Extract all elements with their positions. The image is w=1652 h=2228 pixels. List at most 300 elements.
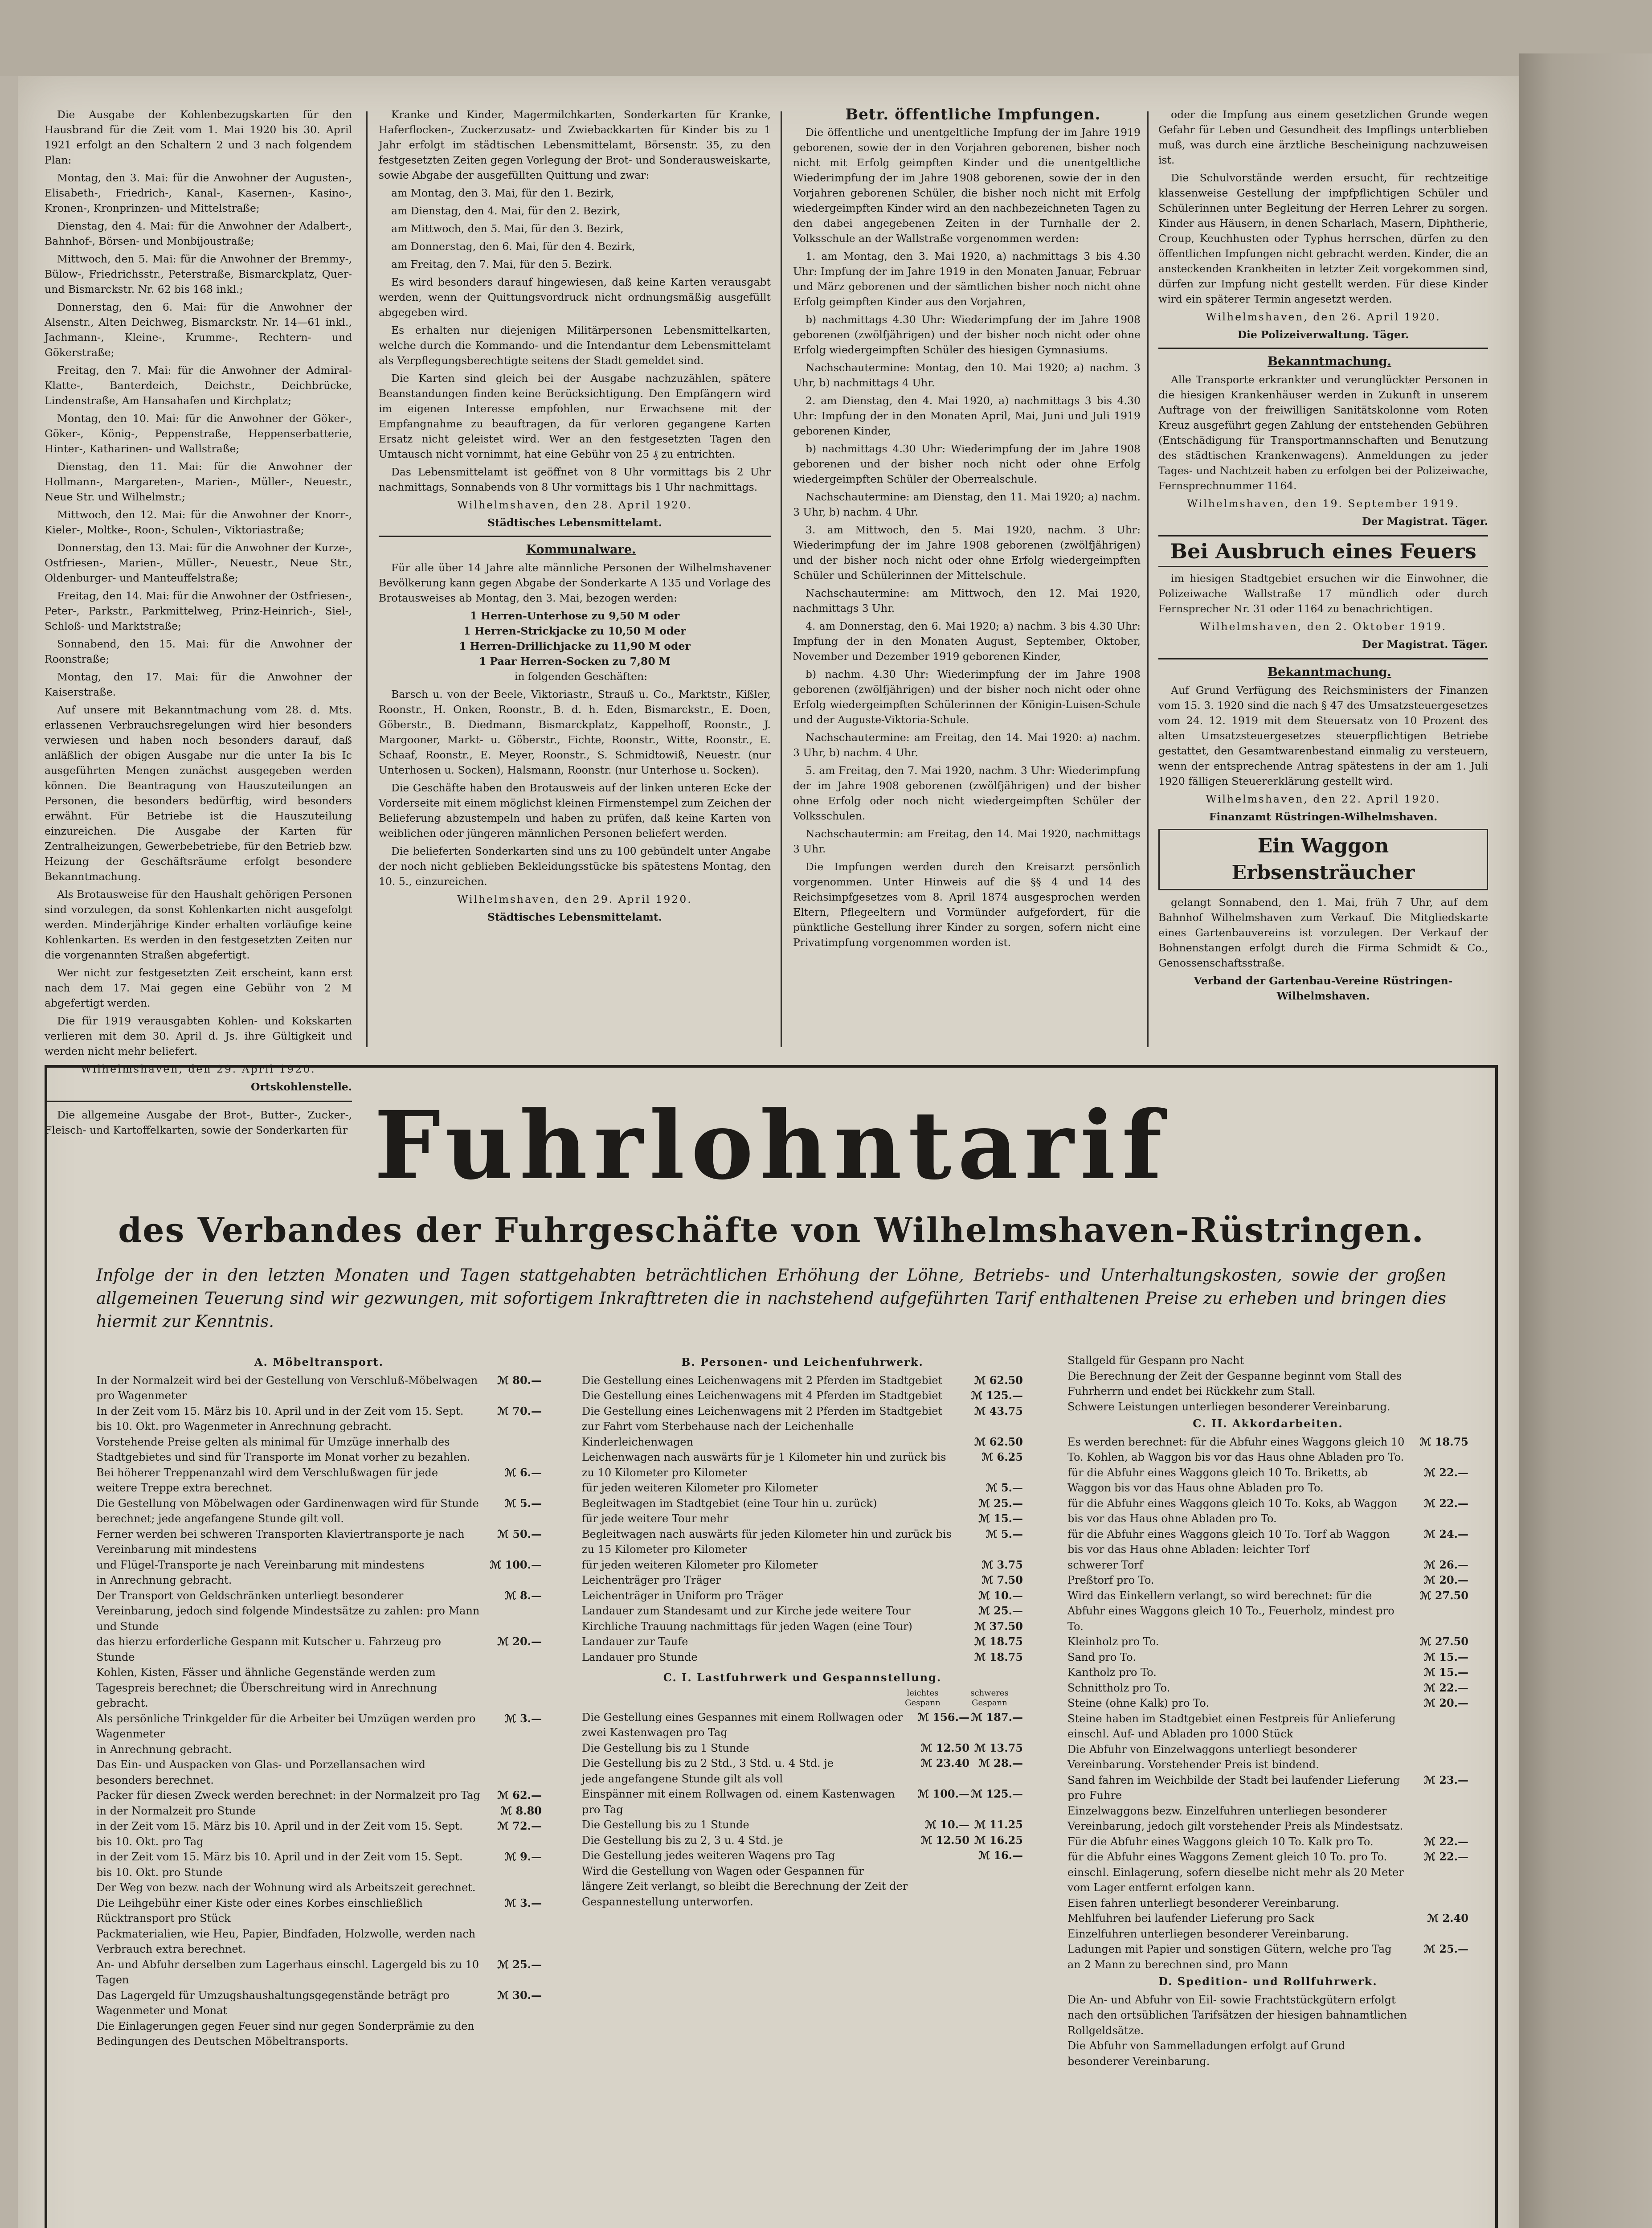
paragraph: Wer nicht zur festgesetzten Zeit erscheint, kann erst nach dem 17. Mai gegen eine Gebühr von 2 M abgefertigt werden. — [45, 967, 352, 1009]
signature: Finanzamt Rüstringen-Wilhelmshaven. — [1209, 811, 1438, 823]
tariff-item: In der Normalzeit wird bei der Gestellung von Verschluß-Möbelwagen pro Wagenmeter — [96, 1374, 478, 1402]
tariff-row — [582, 1450, 1023, 1480]
tariff-price: ℳ 7.50 — [981, 1573, 1023, 1586]
tariff-price: ℳ 72.— — [497, 1819, 542, 1832]
ad-intro: Infolge der in den letzten Monaten und Tagen stattgehabten beträchtlichen Erhöhung der Löhne, Betriebs- und Unterhaltungskosten, sowie der großen allgemeinen Teuerung sind wir gezwungen, mit sofortigem Inkrafttreten die in nachstehend aufgeführten Tarif enthaltenen Preise zu erheben und bringen dies hiermit zur Kenntnis. — [96, 1266, 1446, 1331]
tariff-row — [1067, 1849, 1468, 1865]
paragraph: 5. am Freitag, den 7. Mai 1920, nachm. 3 Uhr: Wiederimpfung der im Jahre 1908 geborenen (zwölfjährigen) und der bisher ohne Erfolg oder noch nicht wiedergeimpften Schüler der Volksschulen. — [793, 764, 1141, 822]
tariff-price: ℳ 30.— — [497, 1988, 542, 2002]
clothing-item: 1 Herren-Unterhose zu 9,50 M oder — [470, 610, 680, 622]
tariff-price: ℳ 5.— — [985, 1527, 1023, 1540]
date-line: Wilhelmshaven, den 26. April 1920. — [1206, 311, 1441, 323]
tariff-row — [582, 1634, 1023, 1650]
tariff-row — [582, 1741, 1023, 1756]
tariff-price: ℳ 20.— — [1424, 1573, 1468, 1586]
tariff-price: ℳ 5.— — [985, 1481, 1023, 1494]
date-line: Wilhelmshaven, den 29. April 1920. — [81, 1063, 316, 1075]
tariff-price: ℳ 15.— — [978, 1512, 1023, 1525]
tariff-row — [582, 1373, 1023, 1388]
scan-edge-shadow — [1519, 53, 1652, 2228]
tariff-price: ℳ 43.75 — [974, 1404, 1023, 1417]
tariff-row — [1067, 1711, 1468, 1742]
tariff-item: Der Transport von Geldschränken unterliegt besonderer Vereinbarung, jedoch sind folgende Mindestsätze zu zahlen: pro Mann und Stunde — [96, 1589, 480, 1633]
tariff-price: ℳ 26.— — [1424, 1558, 1468, 1571]
tariff-rows — [96, 1373, 542, 2049]
tariff-column-c — [1067, 1353, 1468, 2069]
tariff-price: ℳ 80.— — [497, 1373, 542, 1387]
paragraph: Sonnabend, den 15. Mai: für die Anwohner der Roonstraße; — [45, 638, 352, 665]
tariff-price: ℳ 23.40 — [920, 1757, 969, 1769]
column-divider — [781, 111, 782, 1047]
paragraph: Für alle über 14 Jahre alte männliche Personen der Wilhelmshavener Bevölkerung kann gegen Abgabe der Sonderkarte A 135 und Vorlage des Brotausweises ab Montag, den 3. Mai, bezogen werden: — [379, 561, 771, 604]
paragraph: Montag, den 17. Mai: für die Anwohner der Kaiserstraße. — [45, 671, 352, 698]
tariff-price: ℳ 3.— — [504, 1712, 542, 1725]
tariff-price: ℳ 15.— — [1424, 1666, 1468, 1679]
paragraph: Auf Grund Verfügung des Reichsministers der Finanzen vom 15. 3. 1920 sind die nach § 47 des Umsatzsteuergesetzes vom 24. 12. 1919 mit dem Steuersatz von 10 Prozent des alten Umsatzsteuergesetzes steuerpflichtigen Betriebe gestattet, den Gesamtwarenbestand einmalig zu versteuern, wenn der entsprechende Antrag spätestens in der am 1. Juli 1920 fälligen Steuererklärung gestellt wird. — [1158, 684, 1488, 787]
tariff-row — [1067, 1665, 1468, 1680]
tariff-item: schwerer Torf — [1067, 1558, 1143, 1571]
tariff-item: Vorstehende Preise gelten als minimal für Umzüge innerhalb des Stadtgebietes und sind für Transporte im Monat vorher zu bezahlen. — [96, 1435, 470, 1463]
tariff-row — [96, 1788, 542, 1803]
tariff-row — [582, 1863, 1023, 1910]
food-paragraphs — [379, 107, 771, 495]
paragraph: Dienstag, den 11. Mai: für die Anwohner der Hollmann-, Margareten-, Marien-, Müller-, Neuestr., Neue Str. und Wilhelmstr.; — [45, 460, 352, 503]
tariff-price: ℳ 5.— — [504, 1496, 542, 1510]
tariff-item: Die Gestellung eines Leichenwagens mit 2 Pferden im Stadtgebiet — [582, 1374, 943, 1387]
tariff-row — [1067, 1911, 1468, 1926]
tariff-row — [582, 1771, 1023, 1787]
paragraph: Nachschautermin: am Freitag, den 14. Mai 1920, nachmittags 3 Uhr. — [793, 827, 1141, 855]
paragraph: b) nachm. 4.30 Uhr: Wiederimpfung der im Jahre 1908 geborenen (zwölfjährigen) und der bisher noch nicht oder ohne Erfolg wiedergeimpften Schülerinnen der Königin-Luisen-Schule und der Auguste-Viktoria-Schule. — [793, 668, 1141, 726]
vaccination-paragraphs — [793, 125, 1141, 950]
divider — [1158, 348, 1488, 349]
tariff-row — [96, 1757, 542, 1788]
paragraph: Nachschautermine: am Freitag, den 14. Mai 1920: a) nachm. 3 Uhr, b) nachm. 4 Uhr. — [793, 731, 1141, 759]
column-vaccinations — [793, 107, 1141, 1043]
tariff-row — [1067, 1368, 1468, 1399]
tariff-price: ℳ 70.— — [497, 1404, 542, 1417]
tariff-price: ℳ 25.— — [1424, 1942, 1468, 1955]
paragraph: Montag, den 3. Mai: für die Anwohner der Augusten-, Elisabeth-, Friedrich-, Kanal-, Kasernen-, Kasino-, Kronen-, Kronprinzen- und Mittelstraße; — [45, 172, 352, 214]
tariff-row — [1067, 1773, 1468, 1803]
tariff-row — [1067, 1573, 1468, 1588]
tariff-row — [1067, 1696, 1468, 1711]
tariff-column-a — [96, 1353, 542, 2049]
paragraph: Donnerstag, den 13. Mai: für die Anwohner der Kurze-, Ostfriesen-, Marien-, Müller-, Neuestr., Neue Str., Oldenburger- und Manteuffelstraße; — [45, 541, 352, 584]
tariff-price: ℳ 25.— — [978, 1604, 1023, 1617]
tariff-price — [484, 1757, 542, 1788]
signature: Städtisches Lebensmittelamt. — [487, 516, 662, 529]
tariff-row — [1067, 1865, 1468, 1896]
tariff-price-heavy: ℳ 125.— — [971, 1787, 1023, 1800]
tariff-price-heavy: ℳ 187.— — [971, 1710, 1023, 1724]
tariff-price: ℳ 125.— — [971, 1389, 1023, 1402]
tariff-price: ℳ 3.— — [504, 1896, 542, 1909]
tariff-item: An- und Abfuhr derselben zum Lagerhaus einschl. Lagergeld bis zu 10 Tagen — [96, 1958, 479, 1986]
tariff-price — [1411, 1368, 1468, 1399]
tariff-price: ℳ 62.50 — [974, 1373, 1023, 1387]
tariff-row — [582, 1619, 1023, 1634]
tariff-row — [96, 1634, 542, 1665]
column-header: schweres Gespann — [970, 1688, 1009, 1708]
tariff-item: Leichenträger pro Träger — [582, 1574, 721, 1586]
tariff-row — [96, 1588, 542, 1634]
tariff-item: Preßtorf pro To. — [1067, 1574, 1154, 1586]
tariff-row — [582, 1756, 1023, 1771]
clothing-item: 1 Herren-Drillichjacke zu 11,90 M oder — [459, 640, 691, 652]
tariff-item: Wird das Einkellern verlangt, so wird berechnet: für die Abfuhr eines Waggons gleich 10 To., Feuerholz, mindest pro To. — [1067, 1589, 1394, 1633]
tariff-row — [582, 1404, 1023, 1434]
section-heading: A. Möbeltransport. — [254, 1356, 384, 1368]
tariff-item: in der Zeit vom 15. März bis 10. April und in der Zeit vom 15. Sept. bis 10. Okt. pro Stunde — [96, 1851, 463, 1879]
tariff-price — [1411, 1803, 1468, 1834]
tariff-item: Die Abfuhr von Sammelladungen erfolgt auf Grund besonderer Vereinbarung. — [1067, 2040, 1345, 2068]
paragraph: am Mittwoch, den 5. Mai, für den 3. Bezirk, — [391, 222, 624, 235]
tariff-price: ℳ 9.— — [504, 1850, 542, 1863]
tariff-item: Die Gestellung eines Leichenwagens mit 4 Pferden im Stadtgebiet — [582, 1389, 943, 1402]
tariff-row — [1067, 1496, 1468, 1527]
paragraph: Alle Transporte erkrankter und verunglückter Personen in die hiesigen Krankenhäuser werden in Zukunft in unserem Auftrage von der freiwilligen Sanitätskolonne vom Roten Kreuz ausgeführt gegen Zahlung der entstehenden Gebühren (Entschädigung für Transportmannschaften und Benutzung des städtischen Krankenwagens). Anmeldungen zu jeder Tages- und Nachtzeit haben zu erfolgen bei der Polizeiwache, Fernsprechnummer 1164. — [1158, 373, 1488, 492]
tariff-item: Mehlfuhren bei laufender Lieferung pro Sack — [1067, 1912, 1314, 1925]
tariff-item: Das Ein- und Auspacken von Glas- und Porzellansachen wird besonders berechnet. — [96, 1758, 425, 1786]
tariff-row — [96, 1849, 542, 1880]
fire-notice-heading: Bei Ausbruch eines Feuers — [1158, 535, 1488, 567]
tariff-price — [484, 1434, 542, 1465]
tariff-item: Bei höherer Treppenanzahl wird dem Verschlußwagen für jede weitere Treppe extra berechnet. — [96, 1466, 438, 1494]
tariff-row — [1067, 1465, 1468, 1496]
tariff-item: Das Lagergeld für Umzugshaushaltungsgegenstände beträgt pro Wagenmeter und Monat — [96, 1989, 450, 2017]
tariff-price — [1411, 1896, 1468, 1911]
tariff-item: Steine (ohne Kalk) pro To. — [1067, 1697, 1209, 1709]
tariff-row — [1067, 1634, 1468, 1650]
tariff-price: ℳ 100.— — [490, 1558, 542, 1571]
tariff-item: Die Gestellung bis zu 2 Std., 3 Std. u. 4 Std. je — [582, 1757, 834, 1769]
tariff-row — [582, 1588, 1023, 1604]
tariff-price: ℳ 37.50 — [974, 1619, 1023, 1633]
tariff-price — [1411, 1992, 1468, 2039]
date-line: Wilhelmshaven, den 28. April 1920. — [457, 499, 692, 511]
tariff-item: Die Einlagerungen gegen Feuer sind nur gegen Sonderprämie zu den Bedingungen des Deutschen Möbeltransports. — [96, 2019, 474, 2048]
tariff-item: in Anrechnung gebracht. — [96, 1743, 232, 1756]
paragraph: 3. am Mittwoch, den 5. Mai 1920, nachm. 3 Uhr: Wiederimpfung der im Jahre 1908 geborenen (zwölfjährigen) und der bisher noch nicht oder ohne Erfolg wiedergeimpften Schüler und Schülerinnen der Mittelschule. — [793, 524, 1141, 582]
tariff-item: Die Gestellung bis zu 2, 3 u. 4 Std. je — [582, 1834, 783, 1847]
signature: Der Magistrat. Täger. — [1362, 515, 1488, 528]
paragraph: Die öffentliche und unentgeltliche Impfung der im Jahre 1919 geborenen, sowie der in den Vorjahren geborenen, bisher noch nicht mit Erfolg geimpften Kinder und die unentgeltliche Wiederimpfung der im Jahre 1908 geborenen, sowie der in den Vorjahren geborenen Schüler, die bisher noch nicht mit Erfolg wiedergeimpften Kinder wird an den nachbezeichneten Tagen zu den dabei angegebenen Zeiten in der Turnhalle der 2. Volksschule an der Wallstraße vorgenommen werden: — [793, 126, 1141, 245]
paragraph: 1. am Montag, den 3. Mai 1920, a) nachmittags 3 bis 4.30 Uhr: Impfung der im Jahre 1919 in den Monaten Januar, Februar und März geborenen und der sämtlichen bisher noch nicht ohne Erfolg geimpften Kinder aus den Vorjahren, — [793, 250, 1141, 308]
paragraph: b) nachmittags 4.30 Uhr: Wiederimpfung der im Jahre 1908 geborenen und der bisher noch nicht oder ohne Erfolg wiedergeimpften Schüler der Oberrealschule. — [793, 442, 1141, 485]
tariff-price: ℳ 8.— — [504, 1589, 542, 1602]
paragraph: Freitag, den 14. Mai: für die Anwohner der Ostfriesen-, Peter-, Parkstr., Parkmittelweg, Prinz-Heinrich-, Siel-, Schloß- und Marktstraße; — [45, 590, 352, 632]
tariff-price-heavy: ℳ 28.— — [978, 1757, 1023, 1769]
tariff-row — [1067, 1588, 1468, 1634]
signature: Verband der Gartenbau-Vereine Rüstringen-Wilhelmshaven. — [1194, 975, 1453, 1002]
paragraph: am Freitag, den 7. Mai, für den 5. Bezirk. — [391, 258, 613, 270]
tariff-row — [96, 1711, 542, 1742]
notice-paragraphs — [1158, 107, 1488, 307]
tariff-price — [484, 2019, 542, 2049]
tariff-item: Begleitwagen im Stadtgebiet (eine Tour hin u. zurück) — [582, 1497, 877, 1510]
tariff-item: Steine haben im Stadtgebiet einen Festpreis für Anlieferung einschl. Auf- und Abladen pro 1000 Stück — [1067, 1712, 1396, 1740]
tariff-row — [1067, 1527, 1468, 1557]
tariff-item: für die Abfuhr eines Waggons gleich 10 To. Briketts, ab Waggon bis vor das Haus ohne Abladen pro To. — [1067, 1466, 1368, 1494]
tariff-item: und Flügel-Transporte je nach Vereinbarung mit mindestens — [96, 1558, 425, 1571]
tariff-price: ℳ 23.— — [1424, 1773, 1468, 1786]
pea-brush-heading: Ein Waggon Erbsensträucher — [1231, 835, 1415, 884]
tariff-item: Die An- und Abfuhr von Eil- sowie Frachtstückgütern erfolgt nach den ortsüblichen Tarifsätzen der hiesigen bahnamtlichen Rollgeldsätze. — [1067, 1993, 1407, 2037]
section-heading: D. Spedition- und Rollfuhrwerk. — [1158, 1975, 1378, 1988]
tariff-item: Sand fahren im Weichbilde der Stadt bei laufender Lieferung pro Fuhre — [1067, 1773, 1400, 1802]
tariff-price: ℳ 22.— — [1424, 1850, 1468, 1863]
tariff-item: Die Gestellung bis zu 1 Stunde — [582, 1818, 749, 1831]
tariff-item: Leichenträger in Uniform pro Träger — [582, 1589, 783, 1602]
column-food-cards — [379, 107, 771, 1043]
tariff-item: Einspänner mit einem Rollwagen od. einem Kastenwagen pro Tag — [582, 1788, 895, 1816]
tariff-item: Ladungen mit Papier und sonstigen Gütern, welche pro Tag an 2 Mann zu berechnen sind, pro Mann — [1067, 1943, 1392, 1971]
tariff-row — [1067, 1926, 1468, 1942]
tariff-item: in Anrechnung gebracht. — [96, 1574, 232, 1586]
tariff-price: ℳ 18.75 — [1419, 1435, 1468, 1448]
ad-subtitle: des Verbandes der Fuhrgeschäfte von Wilhelmshaven-Rüstringen. — [118, 1210, 1424, 1250]
tariff-row — [582, 1388, 1023, 1404]
tariff-item: Für die Abfuhr eines Waggons gleich 10 To. Kalk pro To. — [1067, 1835, 1374, 1848]
tariff-item: Landauer zum Standesamt und zur Kirche jede weitere Tour — [582, 1605, 911, 1617]
tariff-price-heavy: ℳ 13.75 — [974, 1741, 1023, 1754]
tariff-price: ℳ 27.50 — [1419, 1589, 1468, 1602]
tariff-rows — [1067, 1434, 1468, 1973]
tariff-row — [1067, 1834, 1468, 1850]
column-header: leichtes Gespann — [905, 1688, 940, 1708]
section-heading: Bekanntmachung. — [1268, 355, 1391, 369]
tariff-row — [96, 2019, 542, 2049]
paragraph: Es erhalten nur diejenigen Militärpersonen Lebensmittelkarten, welche durch die Kommando- und die Intendantur dem Lebensmittelamt als Verpflegungsberechtigte seitens der Stadt gemeldet sind. — [379, 324, 771, 367]
tariff-row — [1067, 1399, 1468, 1415]
tariff-rows — [582, 1373, 1023, 1665]
tariff-price: ℳ 10.— — [925, 1818, 969, 1831]
tariff-price — [484, 1665, 542, 1711]
tariff-item: Eisen fahren unterliegt besonderer Vereinbarung. — [1067, 1896, 1339, 1909]
tariff-rows — [1067, 1992, 1468, 2069]
paragraph: Barsch u. von der Beele, Viktoriastr., Strauß u. Co., Marktstr., Kißler, Roonstr., H. Onken, Roonstr., B. d. h. Eden, Bismarckstr., E. Doen, Göberstr., B. Diedmann, Bismarckplatz, Kappelhoff, Roonstr., J. Margooner, Markt- u. Göberstr., Fichte, Roonstr., Witte, Roonstr., E. Schaaf, Roonstr., E. Meyer, Roonstr., S. Schmidtowiß, Neuestr. (nur Unterhosen u. Socken), Halsmann, Roonstr. (nur Unterhose u. Socken). — [379, 688, 771, 776]
paragraph: Als Brotausweise für den Haushalt gehörigen Personen sind vorzulegen, da sonst Kohlenkarten nicht ausgefolgt werden. Minderjährige Kinder erhalten vorläufige keine Kohlenkarten. Es werden in den festgesetzten Zeiten nur die vorgenannten Straßen abgefertigt. — [45, 888, 352, 961]
tariff-price: ℳ 20.— — [1424, 1696, 1468, 1709]
tariff-price: ℳ 18.75 — [974, 1650, 1023, 1663]
tariff-price: ℳ 8.80 — [500, 1804, 542, 1817]
tariff-item: Wird die Gestellung von Wagen oder Gespannen für längere Zeit verlangt, so bleibt die Berechnung der Zeit der Gespannestellung unterworfen. — [582, 1864, 908, 1908]
tariff-row — [96, 1573, 542, 1588]
tariff-item: das hierzu erforderliche Gespann mit Kutscher u. Fahrzeug pro Stunde — [96, 1635, 441, 1663]
tariff-price: ℳ 12.50 — [920, 1833, 969, 1847]
column-coal-cards — [45, 107, 352, 1136]
tariff-item: Kantholz pro To. — [1067, 1666, 1157, 1679]
paragraph: am Dienstag, den 4. Mai, für den 2. Bezirk, — [391, 205, 621, 217]
paragraph: Die Schulvorstände werden ersucht, für rechtzeitige klassenweise Gestellung der impfpflichtigen Schüler und Schülerinnen unter Begleitung der Herren Lehrer zu sorgen. Kinder aus Häusern, in denen Scharlach, Masern, Diphtherie, Croup, Keuchhusten oder Typhus herrschen, dürfen zu den öffentlichen Impfungen nicht gebracht werden. Kinder, die an ansteckenden Krankheiten in letzter Zeit vorgekommen sind, dürfen zur Impfung nicht gestellt werden. Für diese Kinder wird ein späterer Termin angesetzt werden. — [1158, 172, 1488, 305]
tariff-row — [582, 1650, 1023, 1665]
paragraph: Die für 1919 verausgabten Kohlen- und Kokskarten verlieren mit dem 30. April d. Js. ihre Gültigkeit und werden nicht mehr beliefert. — [45, 1015, 352, 1057]
tariff-row — [1067, 1650, 1468, 1665]
tariff-item: Landauer pro Stunde — [582, 1651, 698, 1663]
clothing-items — [379, 608, 771, 669]
paragraph: Donnerstag, den 6. Mai: für die Anwohner der Alsenstr., Alten Deichweg, Bismarckstr. Nr. 14—61 inkl., Jachmann-, Kleine-, Krumme-, Rechtern- und Gökerstraße; — [45, 301, 352, 359]
tariff-price: ℳ 22.— — [1424, 1496, 1468, 1510]
tariff-row — [96, 1665, 542, 1711]
tariff-item: Der Weg von bezw. nach der Wohnung wird als Arbeitszeit gerechnet. — [96, 1881, 476, 1894]
tariff-item: Die Gestellung jedes weiteren Wagens pro Tag — [582, 1849, 835, 1862]
paragraph: Die belieferten Sonderkarten sind uns zu 100 gebündelt unter Angabe der noch nicht geblieben Bekleidungsstücke bis spätestens Montag, den 10. 5., einzureichen. — [379, 845, 771, 888]
tariff-item: Ferner werden bei schweren Transporten Klaviertransporte je nach Vereinbarung mit mindestens — [96, 1528, 465, 1556]
divider — [379, 536, 771, 537]
tariff-row — [1067, 1557, 1468, 1573]
tariff-row — [1067, 1803, 1468, 1834]
paragraph: in folgenden Geschäften: — [514, 670, 648, 683]
tariff-price: ℳ 2.40 — [1427, 1912, 1468, 1925]
tariff-row — [96, 1434, 542, 1465]
paragraph: Das Lebensmittelamt ist geöffnet von 8 Uhr vormittags bis 2 Uhr nachmittags, Sonnabends von 8 Uhr vormittags bis 1 Uhr nachmittags. — [379, 466, 771, 493]
tariff-row — [96, 1957, 542, 1988]
tariff-row — [1067, 1353, 1468, 1368]
tariff-row — [582, 1848, 1023, 1863]
tariff-item: Stallgeld für Gespann pro Nacht — [1067, 1354, 1244, 1367]
scan-top-margin — [0, 0, 1652, 76]
tariff-price: ℳ 100.— — [917, 1787, 969, 1800]
signature: Die Polizeiverwaltung. Täger. — [1237, 328, 1409, 341]
signature: Der Magistrat. Täger. — [1362, 638, 1488, 651]
tariff-price — [912, 1848, 969, 1863]
tariff-item: Es werden berechnet: für die Abfuhr eines Waggons gleich 10 To. Kohlen, ab Waggon bis vor das Haus ohne Abladen pro To. — [1067, 1435, 1405, 1463]
paragraph: am Donnerstag, den 6. Mai, für den 4. Bezirk, — [391, 240, 635, 253]
paragraph: Die Geschäfte haben den Brotausweis auf der linken unteren Ecke der Vorderseite mit einem möglichst kleinen Firmenstempel zum Zeichen der Belieferung abzustempeln und haben zu prüfen, daß keine Karten von weiblichen oder jüngeren männlichen Personen beliefert werden. — [379, 782, 771, 840]
paragraph: im hiesigen Stadtgebiet ersuchen wir die Einwohner, die Polizeiwache Wallstraße 17 mündlich oder durch Fernsprecher Nr. 31 oder 1164 zu benachrichtigen. — [1158, 572, 1488, 615]
paragraph: am Montag, den 3. Mai, für den 1. Bezirk, — [391, 187, 614, 199]
tariff-price — [1411, 2038, 1468, 2069]
tariff-item: Sand pro To. — [1067, 1651, 1136, 1663]
tariff-price — [1411, 1353, 1468, 1368]
tariff-rows — [1067, 1353, 1468, 1414]
date-line: Wilhelmshaven, den 2. Oktober 1919. — [1199, 620, 1447, 633]
tariff-item: Kleinholz pro To. — [1067, 1635, 1159, 1648]
paragraph: Dienstag, den 4. Mai: für die Anwohner der Adalbert-, Bahnhof-, Börsen- und Monbijoustraße; — [45, 220, 352, 247]
tariff-item: In der Zeit vom 15. März bis 10. April und in der Zeit vom 15. Sept. bis 10. Okt. pro Wagenmeter in Anrechnung gebracht. — [96, 1405, 464, 1433]
tariff-price: ℳ 156.— — [917, 1710, 969, 1724]
paragraph: Es wird besonders darauf hingewiesen, daß keine Karten verausgabt werden, wenn der Quittungsvordruck nicht ordnungsmäßig ausgefüllt abgegeben wird. — [379, 276, 771, 319]
tariff-price: ℳ 22.— — [1424, 1466, 1468, 1479]
tariff-row — [1067, 1896, 1468, 1911]
date-line: Wilhelmshaven, den 22. April 1920. — [1206, 793, 1441, 805]
tariff-price: ℳ 6.— — [504, 1466, 542, 1479]
tariff-price — [1411, 1711, 1468, 1742]
paragraph: Die Ausgabe der Kohlenbezugskarten für den Hausbrand für die Zeit vom 1. Mai 1920 bis 30. April 1921 erfolgt an den Schaltern 2 und 3 nach folgendem Plan: — [45, 108, 352, 166]
tariff-item: Einzelwaggons bezw. Einzelfuhren unterliegen besonderer Vereinbarung, jedoch gilt vorstehender Preis als Mindestsatz. — [1067, 1804, 1403, 1832]
tariff-item: für jede weitere Tour mehr — [582, 1512, 728, 1525]
tariff-item: Begleitwagen nach auswärts für jeden Kilometer hin und zurück bis zu 15 Kilometer pro Kilometer — [582, 1528, 952, 1556]
tariff-row — [96, 1404, 542, 1434]
tariff-price — [912, 1771, 969, 1787]
paragraph: Nachschautermine: am Mittwoch, den 12. Mai 1920, nachmittags 3 Uhr. — [793, 587, 1141, 614]
signature: Ortskohlenstelle. — [251, 1081, 352, 1093]
tariff-price: ℳ 62.— — [497, 1789, 542, 1802]
tariff-price-heavy — [969, 1771, 1023, 1787]
section-heading: B. Personen- und Leichenfuhrwerk. — [681, 1356, 924, 1368]
tariff-row — [96, 1988, 542, 2019]
tariff-price: ℳ 10.— — [978, 1589, 1023, 1602]
tariff-price: ℳ 3.75 — [981, 1558, 1023, 1571]
section-heading: Bekanntmachung. — [1268, 665, 1391, 679]
tariff-item: Einzelfuhren unterliegen besonderer Vereinbarung. — [1067, 1927, 1349, 1940]
paragraph: 2. am Dienstag, den 4. Mai 1920, a) nachmittags 3 bis 4.30 Uhr: Impfung der in den Monaten April, Mai, Juni und Juli 1919 geborenen Kinder, — [793, 394, 1141, 437]
tariff-row — [96, 1527, 542, 1557]
section-heading: C. I. Lastfuhrwerk und Gespannstellung. — [663, 1671, 942, 1684]
tariff-price-heavy: ℳ 16.25 — [974, 1833, 1023, 1847]
tariff-item: Packmaterialien, wie Heu, Papier, Bindfaden, Holzwolle, werden nach Verbrauch extra berechnet. — [96, 1927, 476, 1955]
tariff-price — [1411, 1742, 1468, 1773]
tariff-row — [96, 1373, 542, 1404]
column-notices — [1158, 107, 1488, 1043]
section-heading: Betr. öffentliche Impfungen. — [845, 106, 1101, 123]
tariff-price: ℳ 25.— — [978, 1496, 1023, 1510]
tariff-price: ℳ 22.— — [1424, 1681, 1468, 1694]
tariff-row — [96, 1803, 542, 1819]
ad-title: Fuhrlohntarif — [374, 1090, 1169, 1200]
tariff-price — [484, 1880, 542, 1896]
tariff-item: Schnittholz pro To. — [1067, 1681, 1170, 1694]
paragraph: Freitag, den 7. Mai: für die Anwohner der Admiral-Klatte-, Banterdeich, Deichstr., Deichbrücke, Lindenstraße, Am Hansahafen und Kirchplatz; — [45, 364, 352, 407]
date-line: Wilhelmshaven, den 29. April 1920. — [457, 893, 692, 905]
tariff-item: Die Leihgebühr einer Kiste oder eines Korbes einschließlich Rücktransport pro Stück — [96, 1896, 423, 1925]
tariff-row — [96, 1465, 542, 1496]
tariff-row — [582, 1603, 1023, 1619]
tariff-item: Landauer zur Taufe — [582, 1635, 688, 1648]
tariff-item: Schwere Leistungen unterliegen besonderer Vereinbarung. — [1067, 1400, 1390, 1413]
tariff-row — [96, 1818, 542, 1849]
tariff-price — [912, 1863, 969, 1910]
tariff-column-b — [582, 1353, 1023, 1909]
tariff-row — [1067, 1680, 1468, 1696]
tariff-row — [582, 1833, 1023, 1848]
tariff-item: Als persönliche Trinkgelder für die Arbeiter bei Umzügen werden pro Wagenmeter — [96, 1712, 476, 1740]
tariff-row — [1067, 1941, 1468, 1972]
tariff-price: ℳ 18.75 — [974, 1635, 1023, 1648]
section-heading: Kommunalware. — [526, 543, 636, 557]
paragraph: Nachschautermine: am Dienstag, den 11. Mai 1920; a) nachm. 3 Uhr, b) nachm. 4 Uhr. — [793, 491, 1141, 518]
tariff-row — [96, 1496, 542, 1527]
paragraph: Die allgemeine Ausgabe der Brot-, Butter-, Zucker-, Fleisch- und Kartoffelkarten, sowie der Sonderkarten für — [45, 1109, 352, 1136]
tariff-price: ℳ 50.— — [497, 1527, 542, 1540]
tariff-item: in der Normalzeit pro Stunde — [96, 1804, 256, 1817]
pea-brush-box — [1158, 829, 1488, 890]
tariff-price: ℳ 24.— — [1424, 1527, 1468, 1540]
column-divider — [1147, 111, 1149, 1047]
tariff-price: ℳ 27.50 — [1419, 1635, 1468, 1648]
coal-paragraphs — [45, 107, 352, 1059]
tariff-row — [96, 1880, 542, 1896]
paragraph: Die Impfungen werden durch den Kreisarzt persönlich vorgenommen. Unter Hinweis auf die §§ 4 und 14 des Reichsimpfgesetzes vom 8. April 1874 ausgesprochen werden Eltern, Pflegeeltern und Vormünder aufgefordert, für die pünktliche Gestellung ihrer Kinder zu sorgen, sofern nicht eine Privatimpfung vorgenommen worden ist. — [793, 860, 1141, 949]
paragraph: Nachschautermine: Montag, den 10. Mai 1920; a) nachm. 3 Uhr, b) nachmittags 4 Uhr. — [793, 361, 1141, 389]
tariff-price: ℳ 12.50 — [920, 1741, 969, 1754]
tariff-price: ℳ 22.— — [1424, 1835, 1468, 1848]
paragraph: Montag, den 10. Mai: für die Anwohner der Göker-, Göker-, König-, Peppenstraße, Heppenserbatterie, Hinter-, Katharinen- und Wallstraße; — [45, 412, 352, 455]
tariff-item: für die Abfuhr eines Waggons Zement gleich 10 To. pro To. — [1067, 1851, 1387, 1863]
tariff-price: ℳ 62.50 — [974, 1435, 1023, 1448]
tariff-item: Die Gestellung eines Gespannes mit einem Rollwagen oder zwei Kastenwagen pro Tag — [582, 1711, 903, 1739]
tariff-price: ℳ 25.— — [497, 1958, 542, 1971]
date-line: Wilhelmshaven, den 19. September 1919. — [1186, 497, 1460, 510]
tariff-price — [1411, 1399, 1468, 1415]
tariff-item: Die Gestellung bis zu 1 Stunde — [582, 1741, 749, 1754]
tariff-row — [582, 1573, 1023, 1588]
tariff-item: für jeden weiteren Kilometer pro Kilometer — [582, 1482, 818, 1494]
tariff-row — [96, 1742, 542, 1757]
section-heading: C. II. Akkordarbeiten. — [1193, 1417, 1343, 1430]
tariff-row — [1067, 2038, 1468, 2069]
